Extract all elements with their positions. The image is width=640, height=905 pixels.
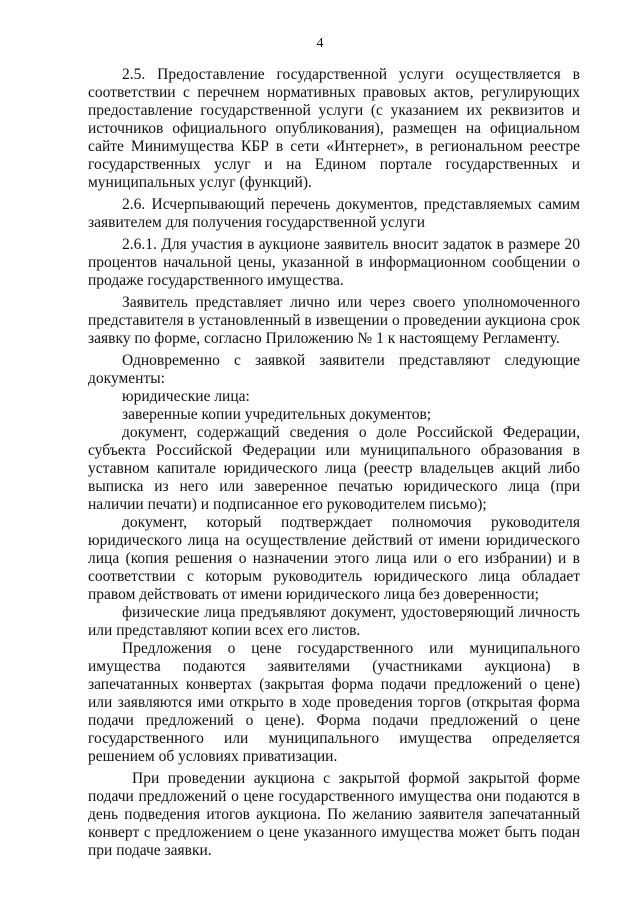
paragraph-documents-intro: Одновременно с заявкой заявители представляют следующие документы: — [88, 352, 580, 387]
paragraph-application: Заявитель представляет лично или через своего уполномоченного представителя в установленный в извещении о проведении аукциона срок заявку по форме, согласно Приложению № 1 к настоящему Регламенту. — [88, 294, 580, 347]
page-number: 4 — [316, 36, 324, 51]
document-body — [88, 66, 580, 860]
paragraph-individuals: физические лица предъявляют документ, удостоверяющий личность или представляют копии всех его листов. — [88, 604, 580, 639]
paragraph-price-offers: Предложения о цене государственного или муниципального имущества подаются заявителями (участниками аукциона) в запечатанных конвертах (закрытая форма подачи предложений о цене) или заявляются ими открыто в ходе проведения торгов (открытая форма подачи предложений о цене). Форма подачи предложений о цене государственного или муниципального имущества определяется решением об условиях приватизации. — [88, 640, 580, 765]
paragraph-closed-form: При проведении аукциона с закрытой формой закрытой форме подачи предложений о цене государственного имущества они подаются в день подведения итогов аукциона. По желанию заявителя запечатанный конверт с предложением о цене указанного имущества может быть подан при подаче заявки. — [88, 770, 580, 859]
paragraph-founding-docs: заверенные копии учредительных документов; — [122, 406, 432, 423]
paragraph-share-info: документ, содержащий сведения о доле Российской Федерации, субъекта Российской Федерации или муниципального образования в уставном капитале юридического лица (реестр владельцев акций либо выписка из него или заверенное печатью юридического лица (при наличии печати) и подписанное его руководителем письмо); — [88, 424, 580, 513]
paragraph-2-5: 2.5. Предоставление государственной услуги осуществляется в соответствии с перечнем нормативных правовых актов, регулирующих предоставление государственной услуги (с указанием их реквизитов и источников официального опубликования), размещен на официальном сайте Минимущества КБР в сети «Интернет», в региональном реестре государственных услуг и на Едином портале государственных и муниципальных услуг (функций). — [88, 66, 580, 191]
paragraph-legal-entities: юридические лица: — [122, 388, 250, 405]
paragraph-2-6-1: 2.6.1. Для участия в аукционе заявитель вносит задаток в размере 20 процентов начальной цены, указанной в информационном сообщении о продаже государственного имущества. — [88, 236, 580, 289]
paragraph-authority-doc: документ, который подтверждает полномочия руководителя юридического лица на осуществление действий от имени юридического лица (копия решения о назначении этого лица или о его избрании) и в соответствии с которым руководитель юридического лица обладает правом действовать от имени юридического лица без доверенности; — [88, 514, 580, 603]
paragraph-2-6: 2.6. Исчерпывающий перечень документов, представляемых самим заявителем для получения государственной услуги — [88, 196, 580, 231]
